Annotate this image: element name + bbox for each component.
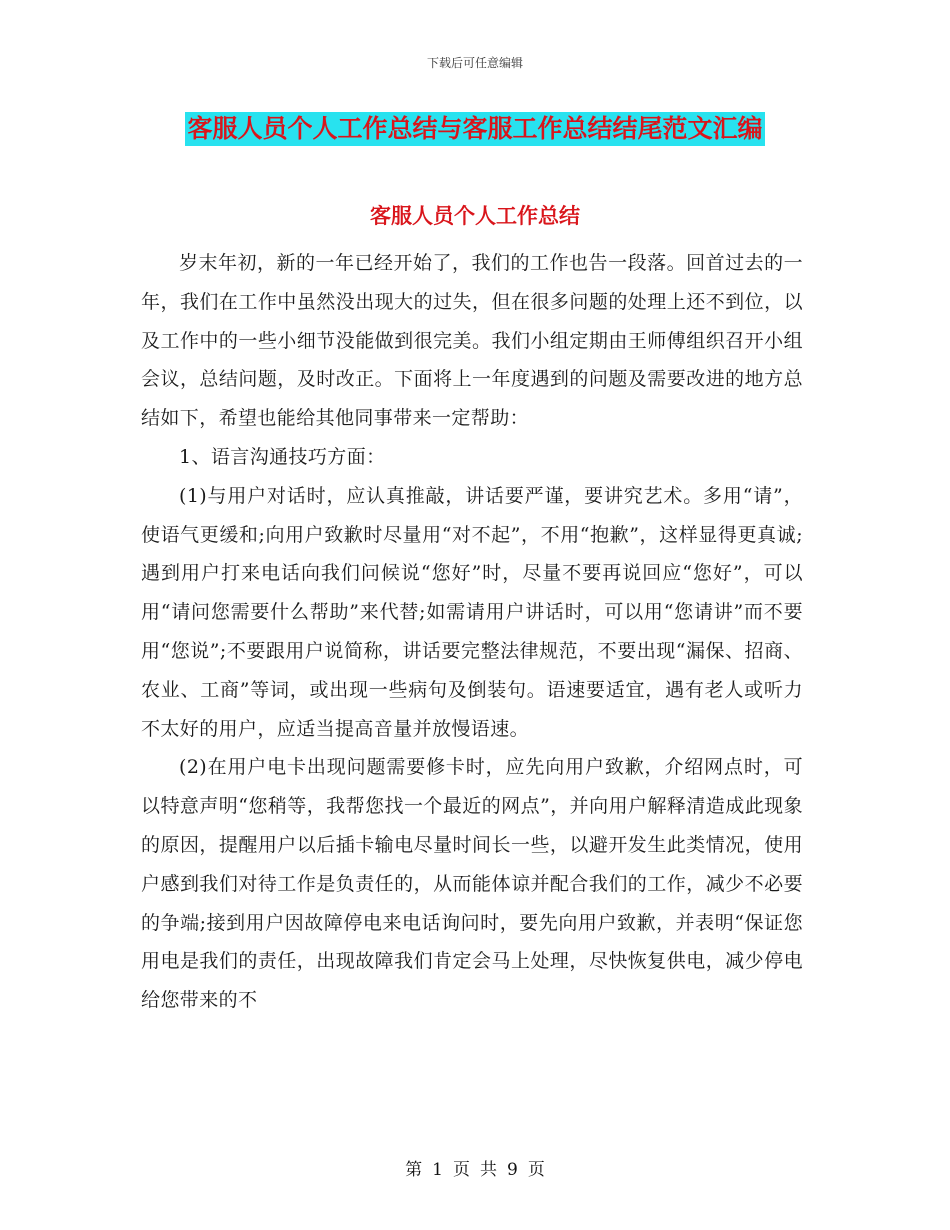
document-body bbox=[141, 244, 803, 1020]
paragraph-heading-1: 1、语言沟通技巧方面： bbox=[179, 445, 386, 468]
section-title: 客服人员个人工作总结 bbox=[370, 204, 580, 228]
footer-total-unit: 页 bbox=[527, 1160, 545, 1180]
paragraph-intro: 岁末年初，新的一年已经开始了，我们的工作也告一段落。回首过去的一年，我们在工作中虽然没出现大的过失，但在很多问题的处理上还不到位，以及工作中的一些小细节没能做到很完美。我们小组定期由王师傅组织召开小组会议，总结问题，及时改正。下面将上一年度遇到的问题及需要改进的地方总结如下，希望也能给其他同事带来一定帮助： bbox=[141, 252, 803, 430]
document-title: 客服人员个人工作总结与客服工作总结结尾范文汇编 bbox=[185, 112, 764, 146]
footer-page-unit: 页 bbox=[453, 1160, 470, 1180]
paragraph-item-2: (2)在用户电卡出现问题需要修卡时，应先向用户致歉，介绍网点时，可以特意声明“您稍等，我帮您找一个最近的网点”，并向用户解释清造成此现象的原因，提醒用户以后插卡输电尽量时间长一些，以避开发生此类情况，使用户感到我们对待工作是负责任的，从而能体谅并配合我们的工作，减少不必要的争端;接到用户因故障停电来电话询问时，要先向用户致歉，并表明“保证您用电是我们的责任，出现故障我们肯定会马上处理，尽快恢复供电，减少停电给您带来的不 bbox=[141, 756, 803, 1012]
page-header: 下载后可任意编辑 bbox=[426, 56, 523, 70]
total-pages-number: 9 bbox=[507, 1160, 518, 1180]
current-page-number: 1 bbox=[432, 1160, 443, 1180]
paragraph-item-1: (1)与用户对话时，应认真推敲，讲话要严谨，要讲究艺术。多用“请”，使语气更缓和;向用户致歉时尽量用“对不起”，不用“抱歉”，这样显得更真诚;遇到用户打来电话向我们问候说“您好”时，尽量不要再说回应“您好”，可以用“请问您需要什么帮助”来代替;如需请用户讲话时，可以用“您请讲”而不要用“您说”;不要跟用户说简称，讲话要完整法律规范，不要出现“漏保、招商、农业、工商”等词，或出现一些病句及倒装句。语速要适宜，遇有老人或听力不太好的用户，应适当提高音量并放慢语速。 bbox=[141, 484, 803, 740]
footer-prefix: 第 bbox=[405, 1160, 423, 1180]
document-title-container bbox=[0, 112, 950, 146]
footer-total-prefix: 共 bbox=[480, 1160, 497, 1180]
page-footer bbox=[0, 1155, 950, 1180]
